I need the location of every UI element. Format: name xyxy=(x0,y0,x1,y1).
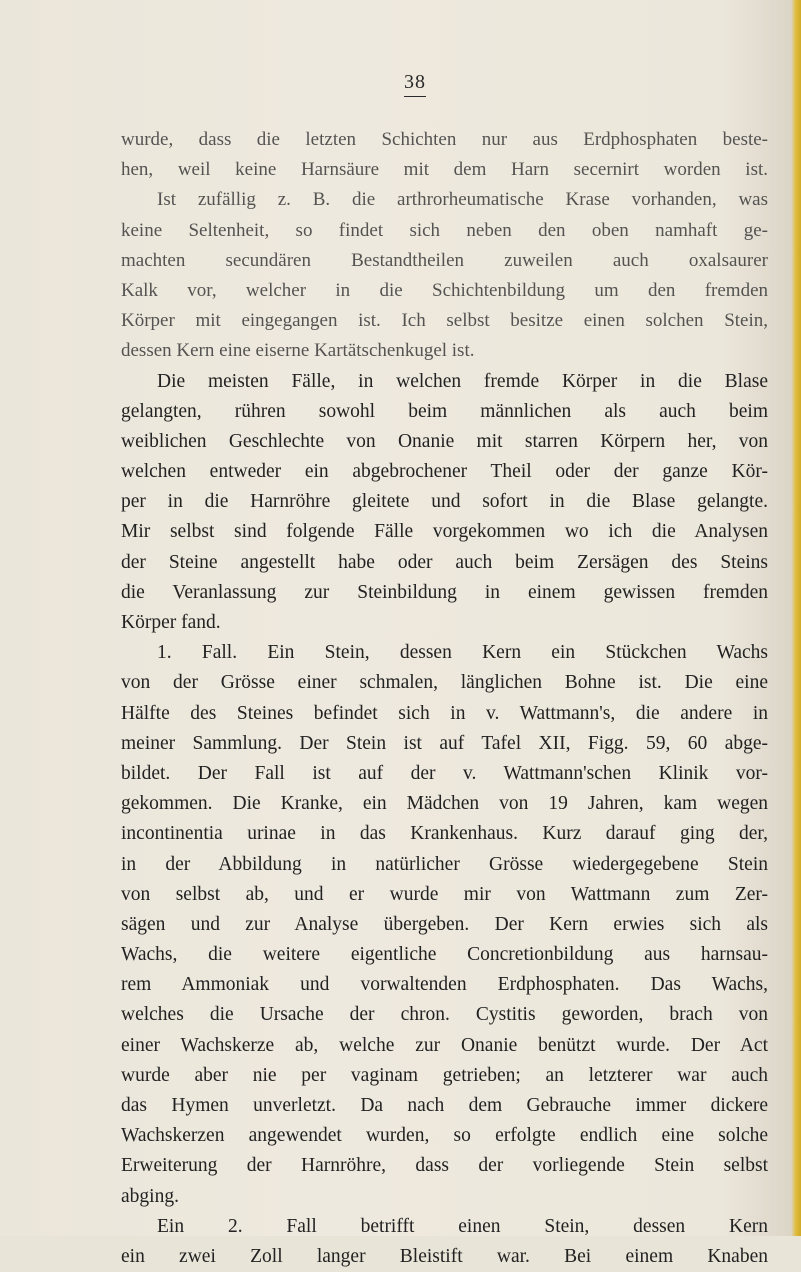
text-line: dessen Kern eine eiserne Kartätschenkugel ist. xyxy=(121,340,475,362)
text-line: Die meisten Fälle, in welchen fremde Körper in die Blase xyxy=(157,370,768,392)
text-line: wurde, dass die letzten Schichten nur aus Erdphosphaten beste- xyxy=(121,129,768,150)
text-line: 1. Fall. Ein Stein, dessen Kern ein Stückchen Wachs xyxy=(157,642,768,664)
paragraph-3 xyxy=(121,638,768,1212)
text-line: der Steine angestellt habe oder auch beim Zersägen des Steins xyxy=(121,551,768,573)
text-line: weiblichen Geschlechte von Onanie mit starren Körpern her, von xyxy=(121,430,768,452)
text-line: wurde aber nie per vaginam getrieben; an letzterer war auch xyxy=(121,1064,768,1086)
text-line: von der Grösse einer schmalen, länglichen Bohne ist. Die eine xyxy=(121,672,768,694)
text-line: rem Ammoniak und vorwaltenden Erdphosphaten. Das Wachs, xyxy=(121,974,768,996)
text-line: Wachs, die weitere eigentliche Concretionbildung aus harnsau- xyxy=(121,944,768,966)
text-line: Wachskerzen angewendet wurden, so erfolgte endlich eine solche xyxy=(121,1125,768,1147)
text-line: per in die Harnröhre gleitete und sofort in die Blase gelangte. xyxy=(121,491,768,513)
text-line: Kalk vor, welcher in die Schichtenbildung um den fremden xyxy=(121,279,768,301)
text-line: gekommen. Die Kranke, ein Mädchen von 19 Jahren, kam wegen xyxy=(121,793,768,815)
text-line: gelangten, rühren sowohl beim männlichen als auch beim xyxy=(121,400,768,422)
text-line: incontinentia urinae in das Krankenhaus. Kurz darauf ging der, xyxy=(121,823,768,845)
text-line: meiner Sammlung. Der Stein ist auf Tafel XII, Figg. 59, 60 abge- xyxy=(121,732,768,754)
text-line: hen, weil keine Harnsäure mit dem Harn secernirt worden ist. xyxy=(121,159,768,181)
paragraph-2 xyxy=(121,367,768,639)
text-line: Körper fand. xyxy=(121,612,221,633)
paragraph-1 xyxy=(121,125,768,367)
text-line: einer Wachskerze ab, welche zur Onanie benützt wurde. Der Act xyxy=(121,1034,768,1056)
text-line: Mir selbst sind folgende Fälle vorgekommen wo ich die Analysen xyxy=(121,521,768,543)
paragraph-4 xyxy=(121,1212,768,1272)
text-line: welchen entweder ein abgebrochener Theil oder der ganze Kör- xyxy=(121,461,768,483)
text-line: Erweiterung der Harnröhre, dass der vorliegende Stein selbst xyxy=(121,1155,768,1177)
text-line: Ist zufällig z. B. die arthrorheumatische Krase vorhanden, was xyxy=(157,189,768,211)
text-line: machten secundären Bestandtheilen zuweilen auch oxalsaurer xyxy=(121,249,768,271)
text-line: bildet. Der Fall ist auf der v. Wattmann'schen Klinik vor- xyxy=(121,762,768,784)
text-line: Körper mit eingegangen ist. Ich selbst besitze einen solchen Stein, xyxy=(121,310,768,332)
page-number: 38 xyxy=(404,68,426,97)
body-text xyxy=(121,125,768,1272)
text-line: welches die Ursache der chron. Cystitis geworden, brach von xyxy=(121,1004,768,1026)
text-line: in der Abbildung in natürlicher Grösse wiedergegebene Stein xyxy=(121,853,768,875)
text-line: Ein 2. Fall betrifft einen Stein, dessen Kern xyxy=(157,1215,768,1237)
text-line: die Veranlassung zur Steinbildung in einem gewissen fremden xyxy=(121,581,768,603)
text-line: abging. xyxy=(121,1185,179,1207)
text-line: ein zwei Zoll langer Bleistift war. Bei einem Knaben xyxy=(121,1245,768,1267)
text-line: das Hymen unverletzt. Da nach dem Gebrauche immer dickere xyxy=(121,1095,768,1116)
text-line: von selbst ab, und er wurde mir von Wattmann zum Zer- xyxy=(121,883,768,905)
text-line: keine Seltenheit, so findet sich neben den oben namhaft ge- xyxy=(121,219,768,241)
page-edge-shadow xyxy=(791,0,801,1236)
text-line: Hälfte des Steines befindet sich in v. Wattmann's, die andere in xyxy=(121,702,768,724)
text-line: sägen und zur Analyse übergeben. Der Kern erwies sich als xyxy=(121,913,768,935)
